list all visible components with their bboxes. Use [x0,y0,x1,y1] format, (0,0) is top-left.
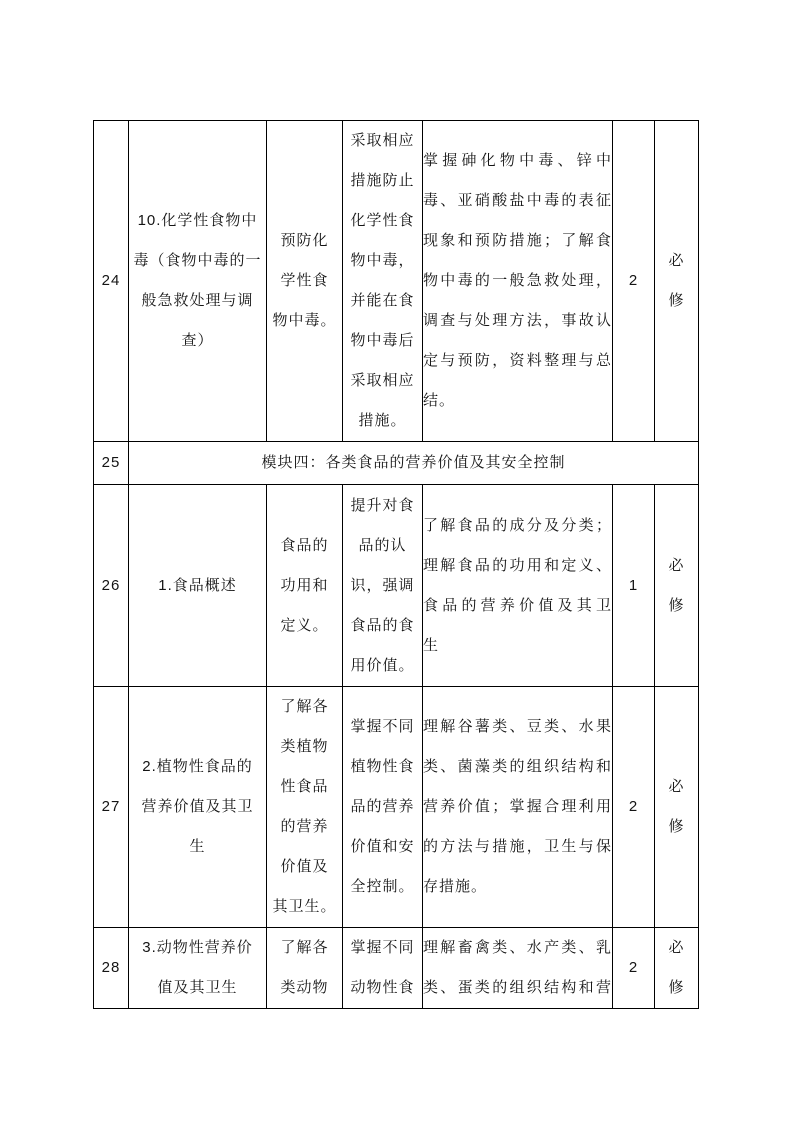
lesson-title-cell [129,928,267,1009]
hours-cell [613,928,655,1009]
text-line: 动物性食 [350,979,415,996]
text-line: 品的营养 [350,798,415,815]
competency-cell [343,121,423,442]
competency [343,707,422,907]
lesson-title-cell [129,485,267,687]
lesson-title [129,747,266,867]
content-requirement-cell [423,687,613,928]
row-number-cell [94,485,129,687]
text-line: 定与预防，资料整理与总 [423,352,612,369]
row-number: 25 [101,454,121,471]
text-line: 现象和预防措施；了解食 [423,232,612,249]
text-line: 掌握砷化物中毒、锌中 [423,152,612,169]
row-number-cell [94,687,129,928]
text-line: 提升对食 [350,496,415,514]
content-requirement [423,141,612,421]
course-type-cell [655,928,699,1009]
text-line: 类动物 [280,979,329,996]
text-line: 物中毒。 [272,312,337,329]
module-heading-cell [129,442,699,485]
text-line: 修 [668,818,685,835]
text-line: 理解谷薯类、豆类、水果 [423,718,612,735]
content-requirement [423,506,612,666]
competency-cell [343,928,423,1009]
course-type-cell [655,687,699,928]
text-line: 性食品 [280,778,329,795]
text-line: 生 [189,838,206,855]
text-line: 并能在食 [350,292,415,309]
competency [343,121,422,441]
text-line: 3.动物性营养价 [142,939,253,956]
text-line: 化学性食 [350,212,415,229]
text-line: 食品的 [280,536,329,554]
text-line: 调查与处理方法，事故认 [423,312,612,329]
text-line: 般急救处理与调 [141,292,254,309]
text-line: 食品的营养价值及其卫 [423,596,612,614]
text-line: 物中毒后 [350,332,415,349]
text-line: 营养价值；掌握合理利用 [423,798,612,815]
hours-value: 1 [628,576,639,594]
module-row [94,442,699,485]
teaching-goal [267,928,342,1008]
hours-cell [613,121,655,442]
text-line: 类植物 [280,738,329,755]
course-type-cell [655,485,699,687]
text-line: 必 [668,252,685,269]
text-line: 品的认 [358,536,407,554]
text-line: 措施防止 [350,172,415,189]
text-line: 1.食品概述 [158,576,237,594]
table-row [94,928,699,1009]
text-line: 价值及 [280,858,329,875]
text-line: 了解各 [280,698,329,715]
text-line: 措施。 [358,412,407,429]
teaching-goal-cell [267,121,343,442]
course-type [655,546,698,626]
text-line: 类、菌藻类的组织结构和 [423,758,612,775]
text-line: 必 [668,778,685,795]
row-number: 24 [101,272,121,289]
row-number-cell [94,442,129,485]
course-type [655,241,698,321]
text-line: 理解畜禽类、水产类、乳 [423,939,612,956]
teaching-goal-cell [267,485,343,687]
text-line: 类、蛋类的组织结构和营 [423,979,612,996]
text-line: 定义。 [280,616,329,634]
content-requirement [423,707,612,907]
competency-cell [343,485,423,687]
text-line: 毒、亚硝酸盐中毒的表征 [423,192,612,209]
text-line: 价值和安 [350,838,415,855]
text-line: 学性食 [280,272,329,289]
table-body [94,121,699,1009]
teaching-goal-cell [267,687,343,928]
course-type [655,928,698,1008]
text-line: 2.植物性食品的 [142,758,253,775]
content-requirement-cell [423,928,613,1009]
text-line: 掌握不同 [350,939,415,956]
text-line: 毒（食物中毒的一 [133,252,262,269]
table-row [94,121,699,442]
lesson-title-cell [129,121,267,442]
row-number: 27 [101,798,121,815]
text-line: 用价值。 [350,656,415,674]
course-type [655,767,698,847]
row-number-cell [94,928,129,1009]
module-heading: 模块四：各类食品的营养价值及其安全控制 [261,454,566,471]
text-line: 食品的食 [350,616,415,634]
content-requirement-cell [423,121,613,442]
teaching-goal [267,221,342,341]
hours-value: 2 [628,272,639,289]
competency [343,928,422,1008]
text-line: 全控制。 [350,878,415,895]
text-line: 物中毒， [350,252,415,269]
competency-cell [343,687,423,928]
hours-value: 2 [628,959,639,976]
text-line: 修 [668,292,685,309]
hours-cell [613,687,655,928]
row-number-cell [94,121,129,442]
text-line: 了解各 [280,939,329,956]
text-line: 结。 [423,392,456,409]
row-number: 26 [101,576,121,594]
hours-cell [613,485,655,687]
teaching-goal [267,687,342,927]
text-line: 生 [423,636,440,654]
lesson-title-cell [129,687,267,928]
text-line: 理解食品的功用和定义、 [423,556,612,574]
text-line: 掌握不同 [350,718,415,735]
hours-value: 2 [628,798,639,815]
text-line: 识，强调 [350,576,415,594]
content-requirement [423,928,612,1008]
text-line: 营养价值及其卫 [141,798,254,815]
course-plan-table [93,120,699,1009]
text-line: 采取相应 [350,132,415,149]
text-line: 其卫生。 [272,898,337,915]
table-row [94,485,699,687]
text-line: 了解食品的成分及分类； [423,516,612,534]
text-line: 10.化学性食物中 [137,212,258,229]
row-number: 28 [101,959,121,976]
lesson-title [129,928,266,1008]
text-line: 的营养 [280,818,329,835]
text-line: 修 [668,596,685,614]
text-line: 预防化 [280,232,329,249]
lesson-title [129,201,266,361]
text-line: 修 [668,979,685,996]
text-line: 物中毒的一般急救处理， [423,272,612,289]
lesson-title [129,566,266,606]
content-requirement-cell [423,485,613,687]
text-line: 必 [668,939,685,956]
teaching-goal-cell [267,928,343,1009]
course-type-cell [655,121,699,442]
text-line: 的方法与措施，卫生与保 [423,838,612,855]
competency [343,486,422,686]
text-line: 必 [668,556,685,574]
text-line: 查） [181,332,214,349]
teaching-goal [267,526,342,646]
text-line: 功用和 [280,576,329,594]
text-line: 值及其卫生 [157,979,238,996]
table-row [94,687,699,928]
text-line: 植物性食 [350,758,415,775]
text-line: 存措施。 [423,878,488,895]
text-line: 采取相应 [350,372,415,389]
